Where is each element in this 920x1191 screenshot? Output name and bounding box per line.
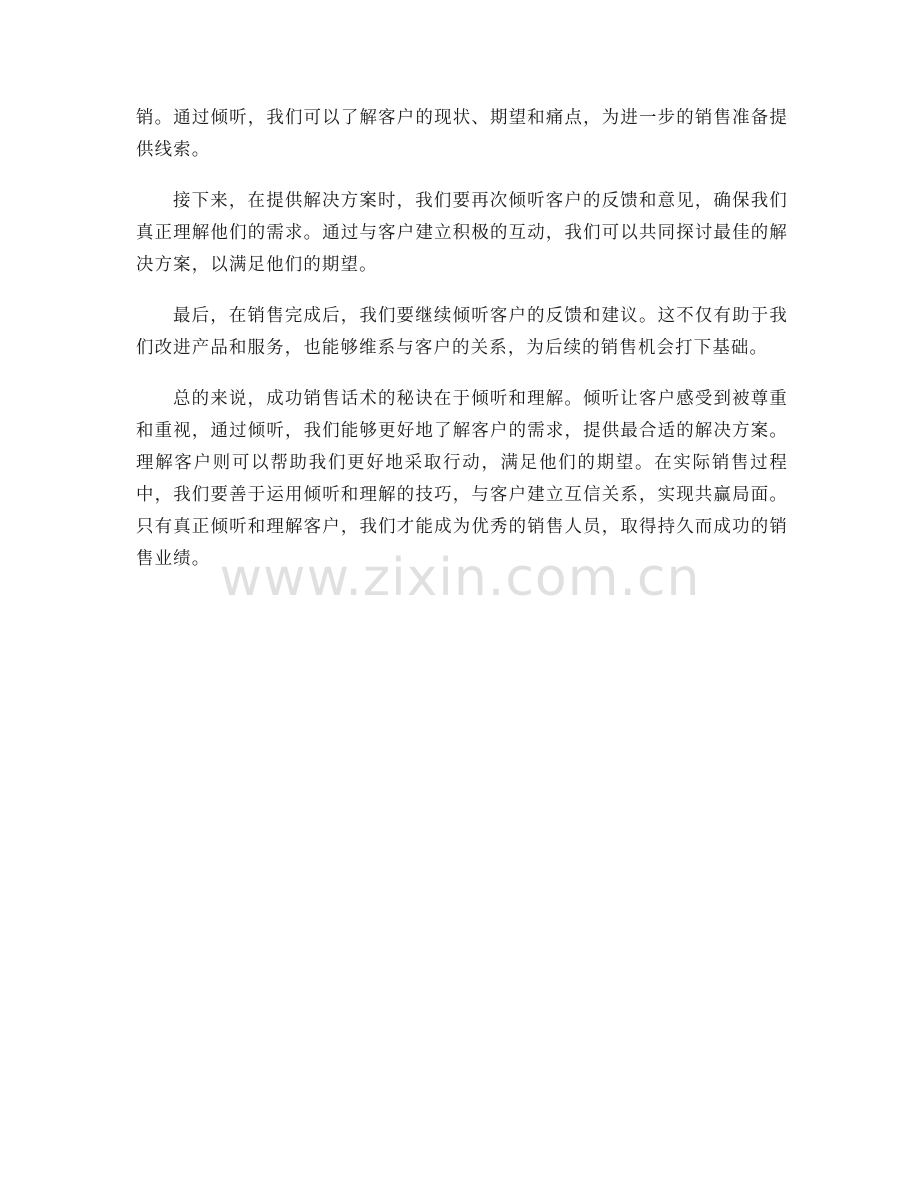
paragraph-1: 销。通过倾听，我们可以了解客户的现状、期望和痛点，为进一步的销售准备提供线索。 <box>136 108 788 160</box>
paragraph-2: 接下来，在提供解决方案时，我们要再次倾听客户的反馈和意见，确保我们真正理解他们的需求。通过与客户建立积极的互动，我们可以共同探讨最佳的解决方案，以满足他们的期望。 <box>136 191 788 275</box>
paragraph-4: 总的来说，成功销售话术的秘诀在于倾听和理解。倾听让客户感受到被尊重和重视，通过倾听，我们能够更好地了解客户的需求，提供最合适的解决方案。理解客户则可以帮助我们更好地采取行动，满足他们的期望。在实际销售过程中，我们要善于运用倾听和理解的技巧，与客户建立互信关系，实现共赢局面。只有真正倾听和理解客户，我们才能成为优秀的销售人员，取得持久而成功的销售业绩。 <box>136 389 788 569</box>
paragraph-3: 最后，在销售完成后，我们要继续倾听客户的反馈和建议。这不仅有助于我们改进产品和服务，也能够维系与客户的关系，为后续的销售机会打下基础。 <box>136 306 788 358</box>
document-body <box>136 102 788 594</box>
watermark: www.zixin.com.cn <box>219 548 701 608</box>
